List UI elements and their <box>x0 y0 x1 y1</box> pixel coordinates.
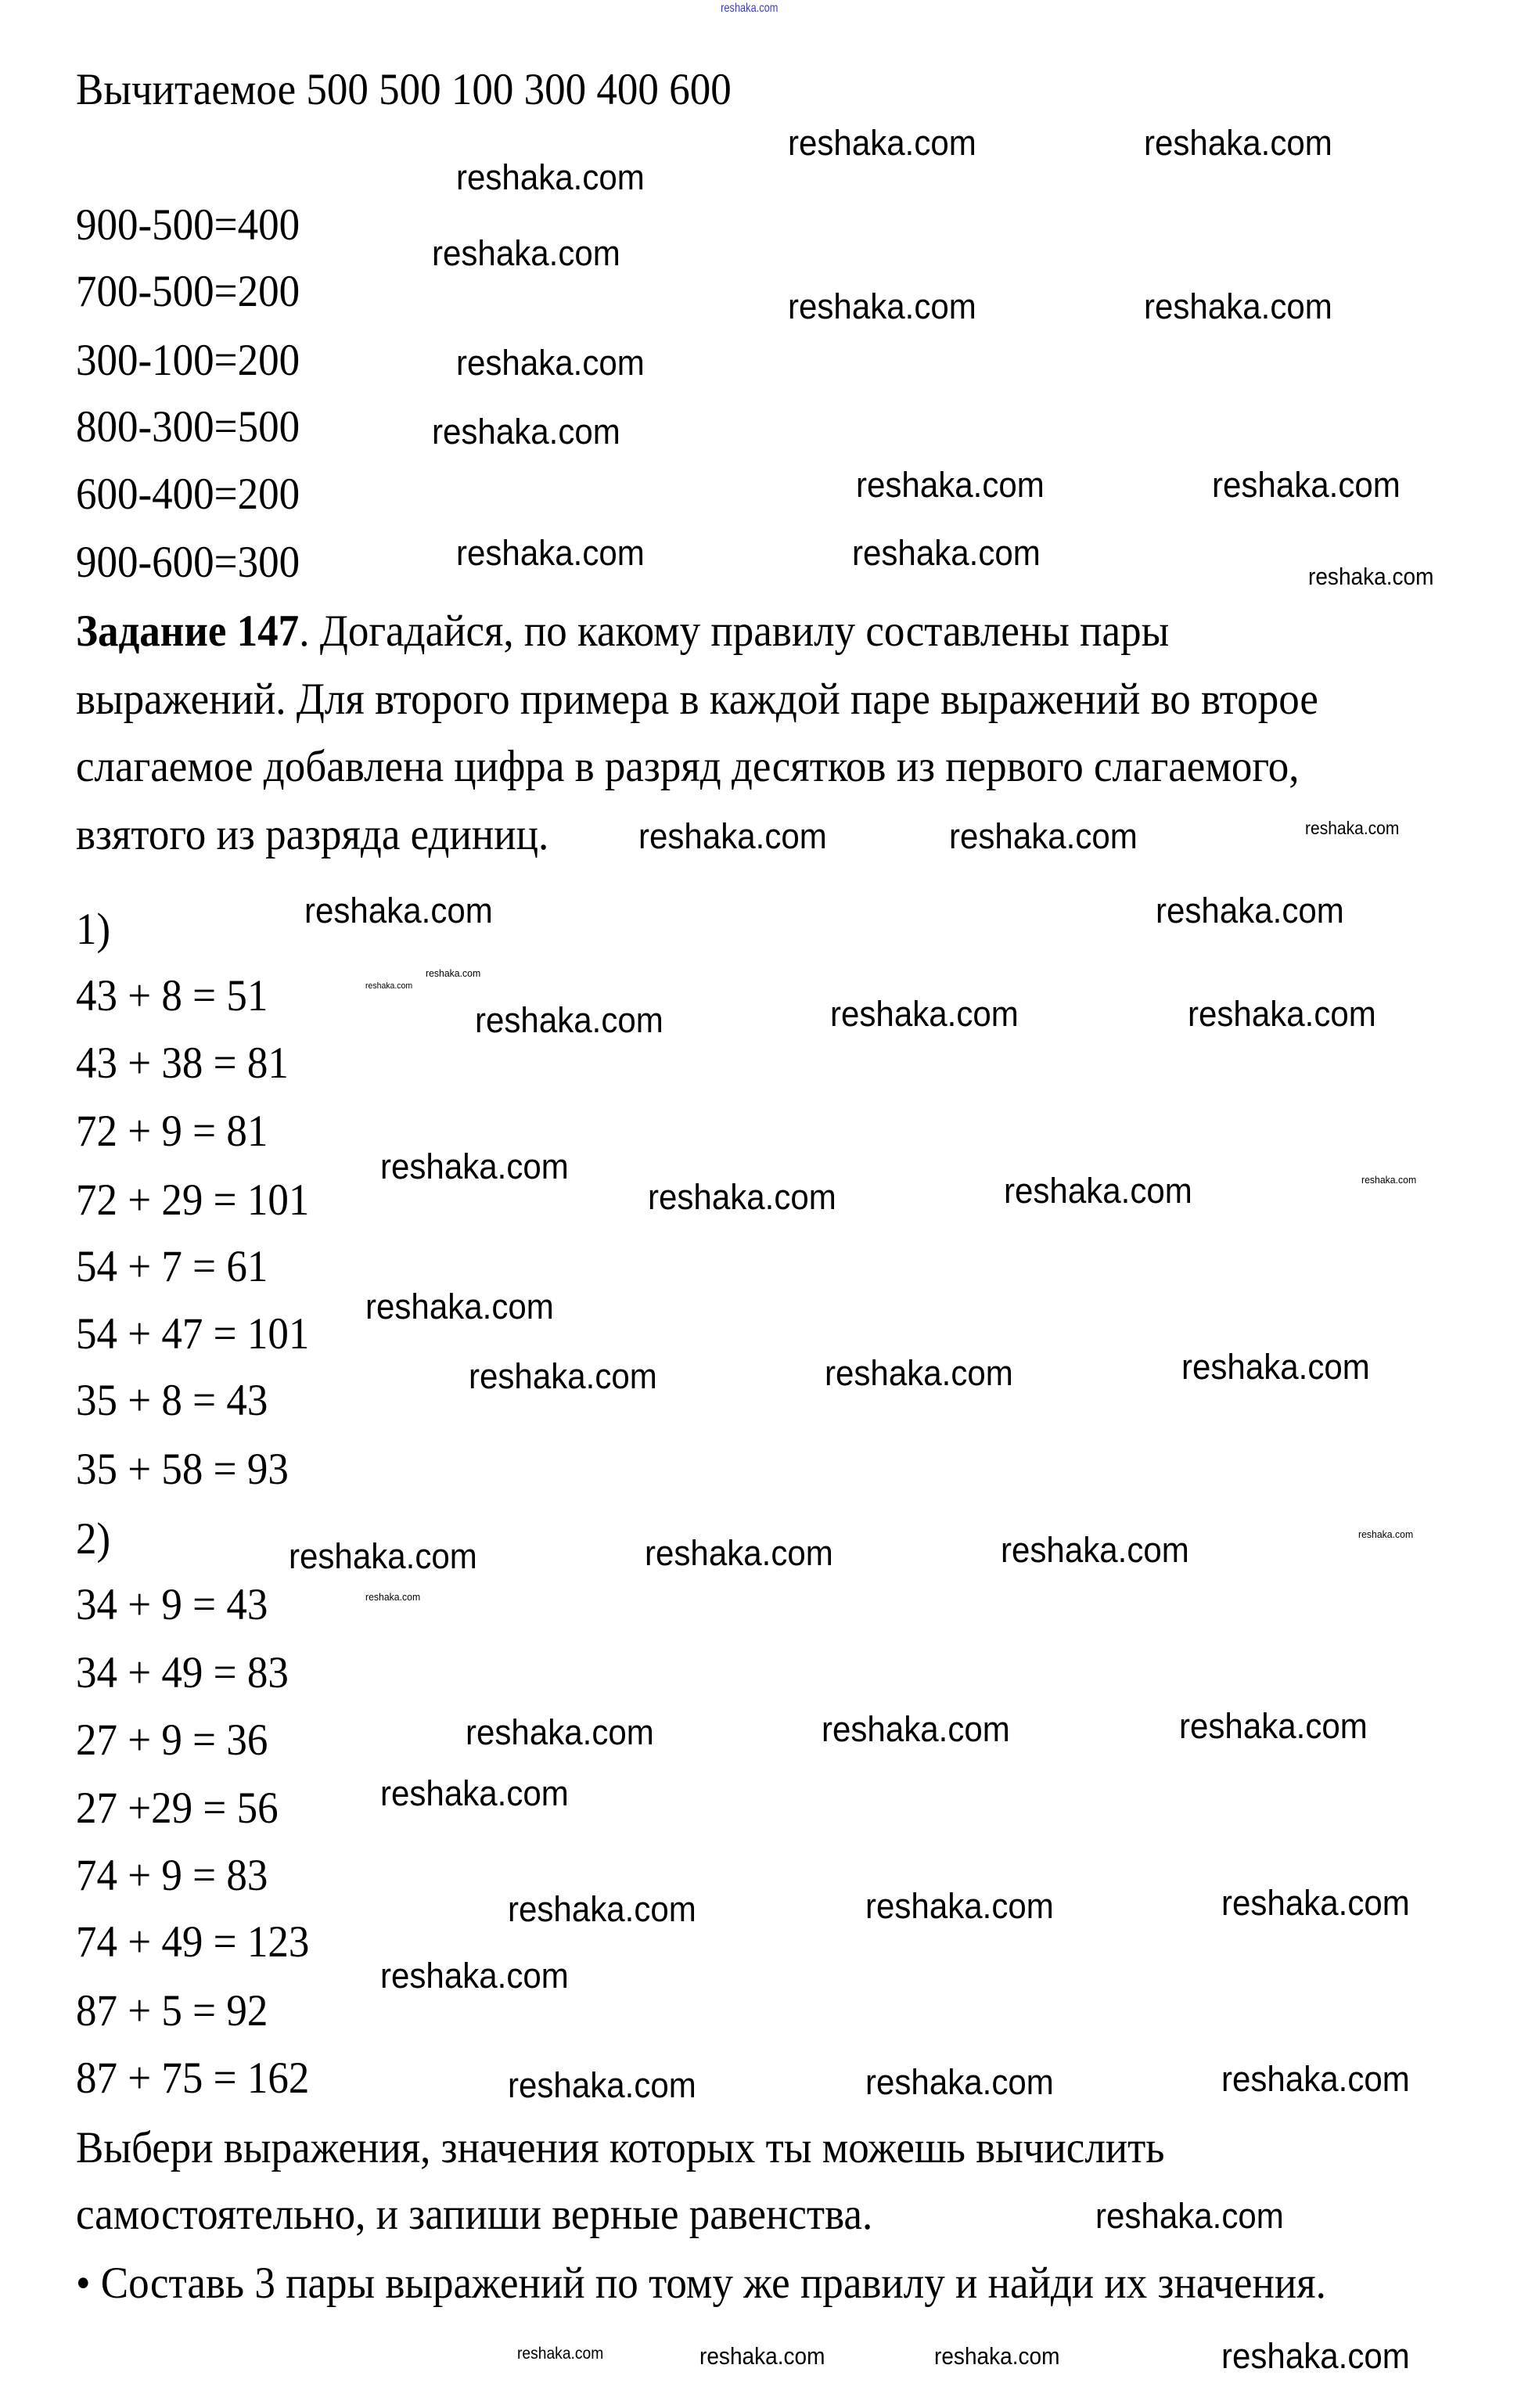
watermark: reshaka.com <box>474 1000 663 1041</box>
watermark: reshaka.com <box>380 1146 569 1186</box>
watermark: reshaka.com <box>1001 1529 1189 1570</box>
part-label: 2) <box>76 1514 111 1564</box>
equation: 27 +29 = 56 <box>76 1784 279 1834</box>
task-text-line: выражений. Для второго примера в каждой паре выражений во второе <box>76 675 1318 725</box>
task-text: . Догадайся, по какому правилу составлены пары <box>299 606 1170 656</box>
equation: 300-100=200 <box>76 335 300 385</box>
watermark: reshaka.com <box>821 1709 1010 1750</box>
watermark: reshaka.com <box>1188 994 1377 1035</box>
watermark: reshaka.com <box>787 286 976 327</box>
watermark: reshaka.com <box>865 1885 1054 1926</box>
equation: 43 + 38 = 81 <box>76 1038 289 1088</box>
watermark: reshaka.com <box>468 1356 657 1397</box>
task-title: Задание 147 <box>76 606 300 656</box>
watermark: reshaka.com <box>856 464 1045 505</box>
closing-line: самостоятельно, и запиши верные равенства. <box>76 2190 873 2240</box>
watermark: reshaka.com <box>365 1286 554 1326</box>
watermark: reshaka.com <box>456 157 645 198</box>
watermark: reshaka.com <box>516 2344 604 2363</box>
watermark: reshaka.com <box>645 1532 834 1573</box>
watermark: reshaka.com <box>380 1956 569 1996</box>
watermark: reshaka.com <box>508 1888 697 1929</box>
subtrahend-line: Вычитаемое 500 500 100 300 400 600 <box>76 64 732 114</box>
task-text-line: взятого из разряда единиц. <box>76 810 549 860</box>
watermark: reshaka.com <box>426 966 481 979</box>
task-heading-line <box>76 606 1169 657</box>
watermark: reshaka.com <box>699 2343 825 2370</box>
watermark: reshaka.com <box>787 122 976 163</box>
closing-line: Выбери выражения, значения которых ты можешь вычислить <box>76 2122 1165 2172</box>
equation: 27 + 9 = 36 <box>76 1715 268 1765</box>
watermark: reshaka.com <box>380 1773 569 1813</box>
watermark: reshaka.com <box>365 981 412 992</box>
watermark: reshaka.com <box>432 411 620 452</box>
watermark: reshaka.com <box>865 2062 1054 2103</box>
watermark: reshaka.com <box>1221 1882 1410 1923</box>
watermark: reshaka.com <box>648 1176 836 1217</box>
watermark: reshaka.com <box>1156 891 1345 931</box>
watermark: reshaka.com <box>933 2343 1060 2370</box>
watermark: reshaka.com <box>1004 1170 1192 1211</box>
watermark: reshaka.com <box>456 533 645 574</box>
equation: 72 + 29 = 101 <box>76 1175 310 1225</box>
watermark: reshaka.com <box>824 1353 1013 1394</box>
watermark: reshaka.com <box>1361 1174 1417 1186</box>
equation: 900-600=300 <box>76 538 300 588</box>
equation: 72 + 9 = 81 <box>76 1107 268 1157</box>
closing-line: • Составь 3 пары выражений по тому же правилу и найди их значения. <box>76 2258 1326 2308</box>
watermark: reshaka.com <box>304 891 493 931</box>
equation: 35 + 8 = 43 <box>76 1376 268 1426</box>
equation: 87 + 75 = 162 <box>76 2053 310 2103</box>
equation: 54 + 7 = 61 <box>76 1242 268 1292</box>
watermark: reshaka.com <box>432 233 620 274</box>
equation: 54 + 47 = 101 <box>76 1308 310 1359</box>
watermark: reshaka.com <box>851 533 1041 574</box>
watermark: reshaka.com <box>1212 464 1401 505</box>
watermark: reshaka.com <box>365 1590 420 1603</box>
watermark: reshaka.com <box>1357 1528 1414 1541</box>
watermark: reshaka.com <box>1143 122 1332 163</box>
equation: 600-400=200 <box>76 469 300 519</box>
equation: 34 + 9 = 43 <box>76 1579 268 1629</box>
watermark: reshaka.com <box>508 2065 697 2106</box>
equation: 43 + 8 = 51 <box>76 971 268 1021</box>
watermark: reshaka.com <box>1221 2336 1410 2377</box>
equation: 74 + 9 = 83 <box>76 1850 268 1900</box>
watermark: reshaka.com <box>1221 2059 1410 2100</box>
watermark: reshaka.com <box>1304 817 1400 838</box>
equation: 800-300=500 <box>76 402 300 452</box>
watermark: reshaka.com <box>1178 1706 1368 1747</box>
watermark: reshaka.com <box>465 1712 654 1752</box>
watermark: reshaka.com <box>1095 2196 1284 2237</box>
watermark: reshaka.com <box>456 343 645 383</box>
equation: 900-500=400 <box>76 200 300 250</box>
watermark: reshaka.com <box>1307 563 1434 590</box>
watermark: reshaka.com <box>289 1535 478 1576</box>
equation: 700-500=200 <box>76 267 300 317</box>
part-label: 1) <box>76 904 111 954</box>
top-watermark: reshaka.com <box>721 2 778 15</box>
watermark: reshaka.com <box>830 994 1019 1035</box>
watermark: reshaka.com <box>949 815 1138 856</box>
watermark: reshaka.com <box>638 815 828 856</box>
equation: 35 + 58 = 93 <box>76 1444 289 1494</box>
watermark: reshaka.com <box>1181 1347 1371 1388</box>
watermark: reshaka.com <box>1143 286 1332 327</box>
equation: 34 + 49 = 83 <box>76 1648 289 1698</box>
task-text-line: слагаемое добавлена цифра в разряд десятков из первого слагаемого, <box>76 741 1300 791</box>
equation: 87 + 5 = 92 <box>76 1985 268 2035</box>
equation: 74 + 49 = 123 <box>76 1917 310 1967</box>
